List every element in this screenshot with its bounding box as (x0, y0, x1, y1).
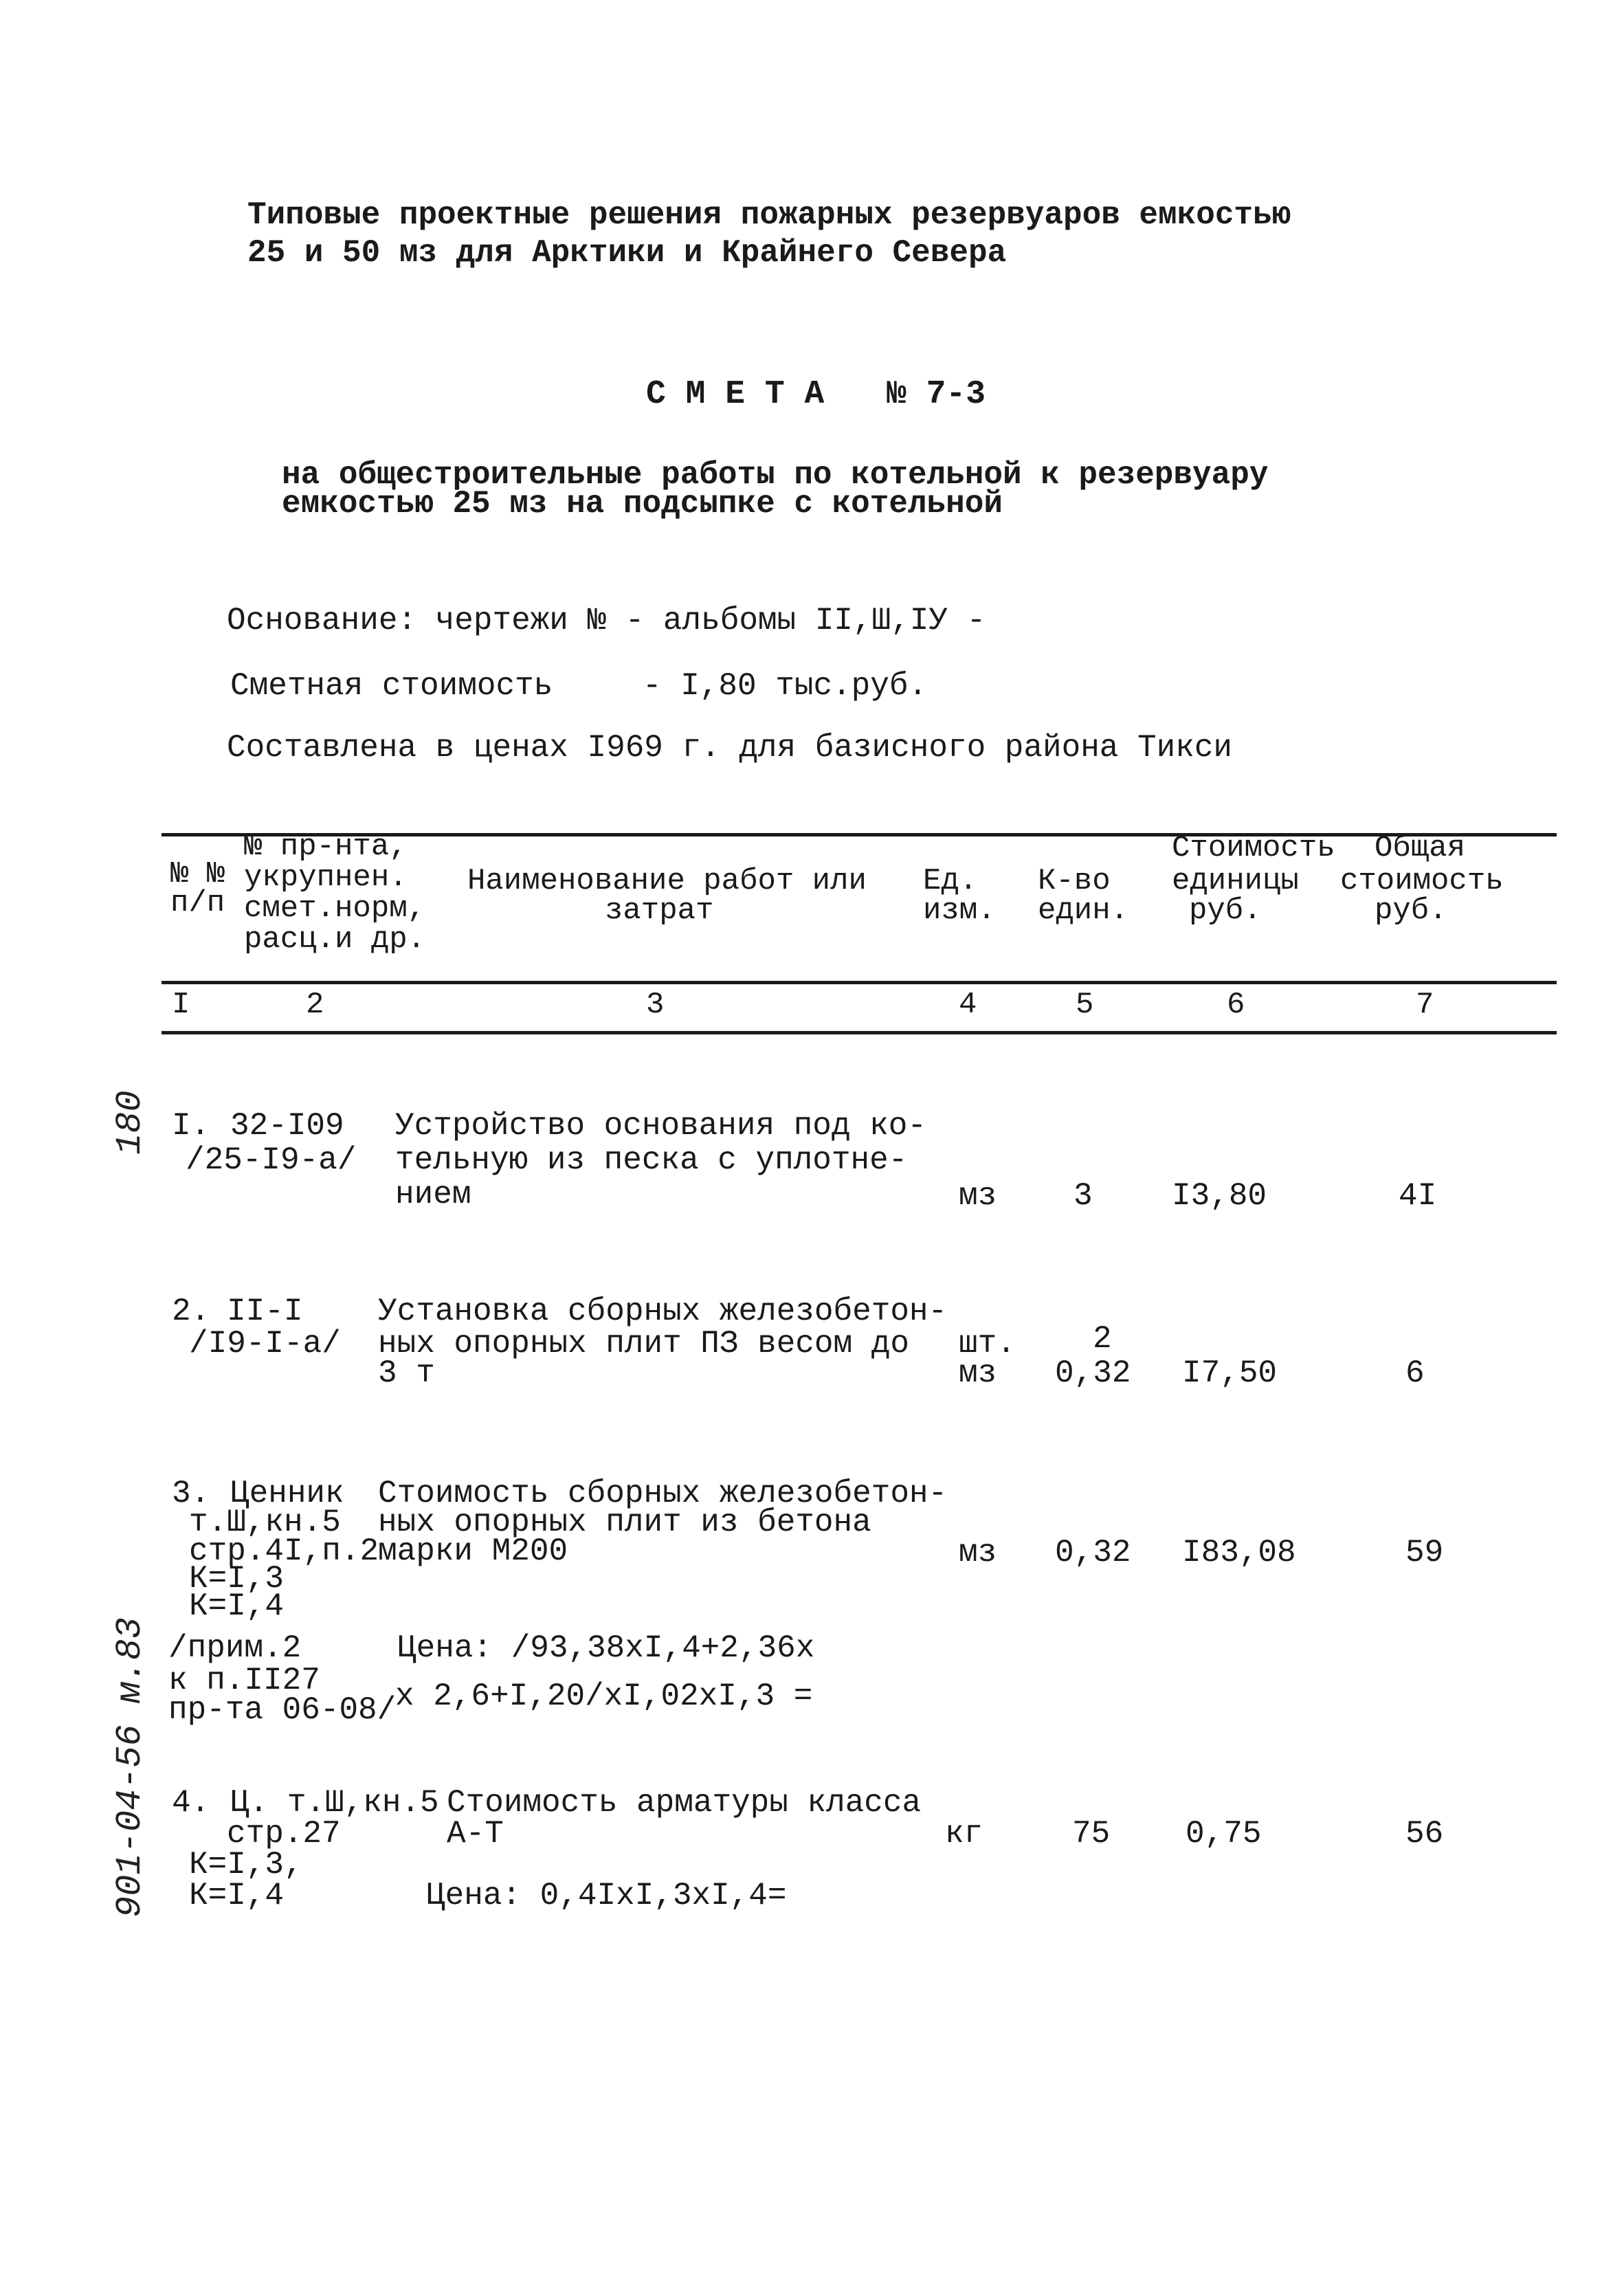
row-name: нием (395, 1177, 471, 1212)
row-quantity: 3 (1074, 1178, 1093, 1214)
row-unit: шт. (959, 1326, 1016, 1362)
row-number: I. (172, 1108, 210, 1144)
compiled-line: Составлена в ценах I969 г. для базисного района Тикси (227, 730, 1233, 766)
row-name: Стоимость сборных железобетон- (378, 1476, 948, 1511)
row-quantity: 0,32 (1055, 1355, 1131, 1391)
row-total: 59 (1405, 1535, 1444, 1571)
row-name: Устройство основания под ко- (395, 1108, 926, 1144)
row-code: К=I,3 (189, 1561, 285, 1597)
row-unit: мз (959, 1535, 997, 1571)
row-code: К=I,3, (189, 1847, 303, 1883)
row-code: /прим.2 (168, 1630, 302, 1666)
header-bottom-rule (162, 981, 1557, 984)
header-line-1: Типовые проектные решения пожарных резервуаров емкостью (247, 197, 1291, 233)
row-number: 4. (172, 1785, 210, 1821)
row-code: К=I,4 (189, 1878, 285, 1914)
row-code: стр.4I,п.2 (189, 1533, 379, 1569)
page-number-margin: 180 (110, 1090, 151, 1155)
row-quantity: 0,32 (1055, 1535, 1131, 1571)
row-name: тельную из песка с уплотне- (395, 1142, 908, 1178)
row-number: 2. (172, 1294, 210, 1329)
row-name: А-Т (447, 1816, 504, 1852)
row-name: 3 т (378, 1355, 435, 1391)
row-unit: мз (959, 1355, 997, 1391)
row-quantity: 75 (1072, 1816, 1111, 1852)
row-code: /25-I9-а/ (186, 1142, 357, 1178)
column-numbers-rule (162, 1031, 1557, 1034)
row-code: II-I (227, 1294, 303, 1329)
row-code: Ценник (230, 1476, 344, 1511)
row-code: стр.27 (227, 1816, 341, 1852)
row-name: ных опорных плит из бетона (378, 1505, 871, 1540)
row-code: Ц. т.Ш,кн.5 (230, 1785, 439, 1821)
row-name: ных опорных плит ПЗ весом до (378, 1326, 909, 1362)
row-code: 32-I09 (230, 1108, 344, 1144)
row-number: 3. (172, 1476, 210, 1511)
row-code: К=I,4 (189, 1588, 285, 1624)
document-code-margin: 901-04-56 м.83 (110, 1617, 151, 1918)
row-code: к п.II27 (168, 1663, 320, 1698)
header-line-2: 25 и 50 мз для Арктики и Крайнего Севера (247, 235, 1007, 271)
row-unit-price: I7,50 (1182, 1355, 1278, 1391)
subtitle-line-1: на общестроительные работы по котельной к резервуару (282, 457, 1269, 493)
row-unit-price: 0,75 (1186, 1816, 1262, 1852)
row-total: 4I (1399, 1178, 1437, 1214)
row-unit-price: I3,80 (1172, 1178, 1267, 1214)
row-code: пр-та 06-08/ (168, 1692, 397, 1728)
basis-line: Основание: чертежи № - альбомы II,Ш,IУ - (227, 603, 986, 639)
row-unit-price: I83,08 (1182, 1535, 1296, 1571)
row-name: Стоимость арматуры класса (447, 1785, 922, 1821)
subtitle-line-2: емкостью 25 мз на подсыпке с котельной (282, 486, 1003, 522)
row-total: 56 (1405, 1816, 1444, 1852)
row-formula: х 2,6+I,20/хI,02хI,3 = (395, 1678, 813, 1714)
cost-label: Сметная стоимость (230, 668, 553, 704)
row-code: т.Ш,кн.5 (189, 1505, 341, 1540)
document-title: С М Е Т А (646, 376, 825, 413)
row-code: /I9-I-а/ (189, 1326, 341, 1362)
row-quantity: 2 (1093, 1321, 1112, 1357)
row-formula: Цена: 0,4IхI,3хI,4= (426, 1878, 787, 1914)
row-name: марки М200 (378, 1533, 568, 1569)
row-total: 6 (1405, 1355, 1425, 1391)
row-name: Установка сборных железобетон- (378, 1294, 948, 1329)
cost-value: - I,80 тыс.руб. (643, 668, 928, 704)
document-number: № 7-3 (887, 376, 986, 413)
row-unit: мз (959, 1178, 997, 1214)
row-unit: кг (945, 1816, 983, 1852)
row-formula: Цена: /93,38хI,4+2,36х (397, 1630, 815, 1666)
